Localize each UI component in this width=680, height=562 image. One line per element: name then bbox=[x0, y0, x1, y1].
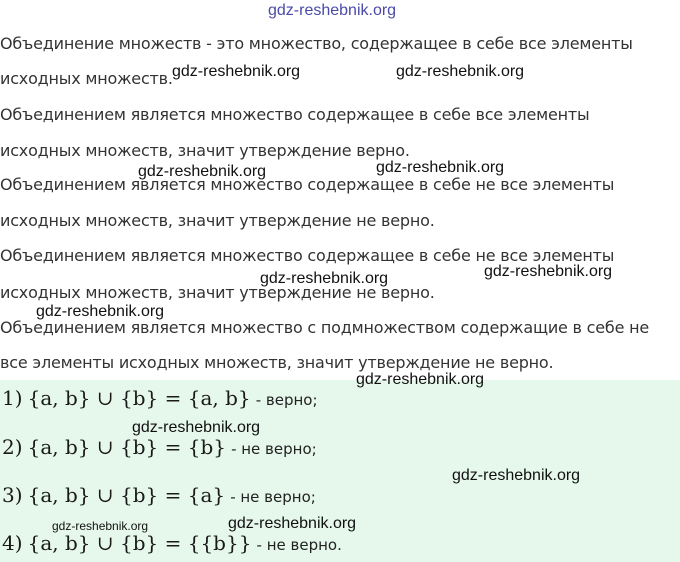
statement-2-line-2: исходных множеств, значит утверждение верно. bbox=[0, 141, 410, 160]
watermark: gdz-reshebnik.org bbox=[356, 371, 485, 388]
watermark: gdz-reshebnik.org bbox=[228, 515, 357, 532]
watermark: gdz-reshebnik.org bbox=[260, 270, 389, 287]
watermark: gdz-reshebnik.org bbox=[36, 303, 165, 320]
answer-2-verdict: - не верно; bbox=[231, 440, 317, 458]
watermark: gdz-reshebnik.org bbox=[138, 163, 267, 180]
answer-4-number: 4) bbox=[2, 531, 23, 555]
answer-1-verdict: - верно; bbox=[255, 391, 318, 409]
watermark: gdz-reshebnik.org bbox=[484, 263, 613, 280]
watermark-top: gdz-reshebnik.org bbox=[268, 2, 397, 19]
statement-2-line-1: Объединением является множество содержащее в себе все элементы bbox=[0, 105, 590, 124]
statement-3-line-2: исходных множеств, значит утверждение не верно. bbox=[0, 211, 435, 230]
statement-1-line-2: исходных множеств. bbox=[0, 69, 173, 88]
answer-4 bbox=[2, 531, 342, 555]
watermark: gdz-reshebnik.org bbox=[172, 63, 301, 80]
statement-1-line-1: Объединение множеств - это множество, содержащее в себе все элементы bbox=[0, 34, 633, 53]
watermark: gdz-reshebnik.org bbox=[396, 63, 525, 80]
answer-2-number: 2) bbox=[2, 435, 23, 459]
answer-1-number: 1) bbox=[2, 386, 23, 410]
answer-3-verdict: - не верно; bbox=[230, 488, 316, 506]
statement-5-line-1: Объединением является множество с подмножеством содержащие в себе не bbox=[0, 318, 650, 337]
watermark: gdz-reshebnik.org bbox=[52, 519, 149, 533]
statement-4-line-1: Объединением является множество содержащее в себе не все элементы bbox=[0, 246, 615, 265]
answer-3 bbox=[2, 483, 316, 507]
answer-3-number: 3) bbox=[2, 483, 23, 507]
answer-1 bbox=[2, 386, 318, 410]
answer-1-expression: {a, b} ∪ {b} = {a, b} bbox=[27, 386, 251, 410]
answer-4-verdict: - не верно. bbox=[256, 536, 342, 554]
answer-2 bbox=[2, 435, 317, 459]
answer-4-expression: {a, b} ∪ {b} = {{b}} bbox=[27, 531, 252, 555]
watermark: gdz-reshebnik.org bbox=[132, 419, 261, 436]
statement-5-line-2: все элементы исходных множеств, значит утверждение не верно. bbox=[0, 353, 554, 372]
statement-4-line-2: исходных множеств, значит утверждение не верно. bbox=[0, 283, 435, 302]
answer-3-expression: {a, b} ∪ {b} = {a} bbox=[27, 483, 226, 507]
watermark: gdz-reshebnik.org bbox=[376, 159, 505, 176]
statement-3-line-1: Объединением является множество содержащее в себе не все элементы bbox=[0, 175, 615, 194]
watermark: gdz-reshebnik.org bbox=[452, 467, 581, 484]
answer-2-expression: {a, b} ∪ {b} = {b} bbox=[27, 435, 226, 459]
